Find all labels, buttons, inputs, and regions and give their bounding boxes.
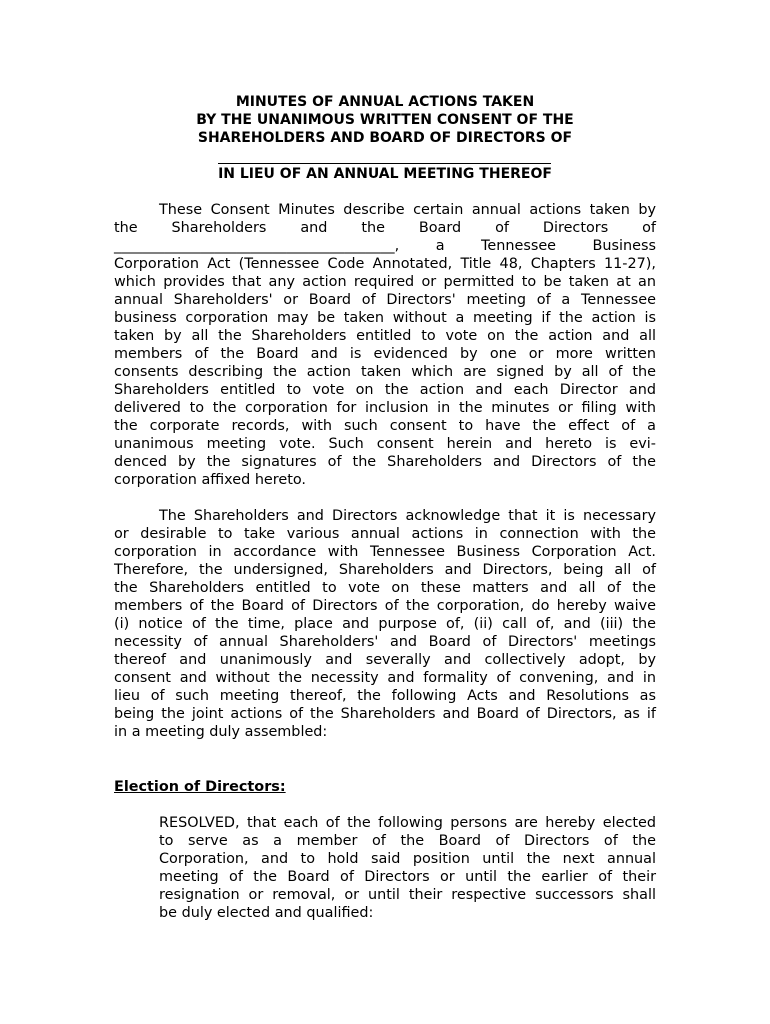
paragraph-line: necessity of annual Shareholders' and Board of Directors' meetings [114, 634, 656, 650]
document-title-line-2: BY THE UNANIMOUS WRITTEN CONSENT OF THE [196, 112, 574, 128]
paragraph-line: corporation affixed hereto. [114, 472, 307, 488]
paragraph-line: _______________________________________, a Tennessee Business [114, 238, 656, 254]
section-heading-election-of-directors: Election of Directors: [114, 779, 286, 795]
paragraph-line: or desirable to take various annual actions in connection with the [114, 526, 656, 542]
paragraph-line: corporation in accordance with Tennessee Business Corporation Act. [114, 544, 656, 560]
paragraph-line: in a meeting duly assembled: [114, 724, 328, 740]
paragraph-line: lieu of such meeting thereof, the following Acts and Resolutions as [114, 688, 656, 704]
consent-paragraph [114, 201, 656, 489]
paragraph-line: to serve as a member of the Board of Directors of the [159, 833, 656, 849]
paragraph-line: taken by all the Shareholders entitled to vote on the action and all [114, 328, 656, 344]
paragraph-line: Shareholders entitled to vote on the action and each Director and [114, 382, 656, 398]
paragraph-line: members of the Board and is evidenced by one or more written [114, 346, 656, 362]
paragraph-line: thereof and unanimously and severally and collectively adopt, by [114, 652, 656, 668]
paragraph-line: delivered to the corporation for inclusion in the minutes or filing with [114, 400, 656, 416]
paragraph-line: Therefore, the undersigned, Shareholders and Directors, being all of [114, 562, 656, 578]
paragraph-line: be duly elected and qualified: [159, 905, 374, 921]
paragraph-line: unanimous meeting vote. Such consent herein and hereto is evi- [114, 436, 656, 452]
company-name-blank [218, 163, 551, 164]
paragraph-line: These Consent Minutes describe certain annual actions taken by [159, 202, 656, 218]
paragraph-line: business corporation may be taken without a meeting if the action is [114, 310, 656, 326]
paragraph-line: consent and without the necessity and formality of convening, and in [114, 670, 656, 686]
paragraph-line: members of the Board of Directors of the corporation, do hereby waive [114, 598, 656, 614]
paragraph-line: meeting of the Board of Directors or until the earlier of their [159, 869, 656, 885]
paragraph-line: annual Shareholders' or Board of Directors' meeting of a Tennessee [114, 292, 656, 308]
paragraph-line: consents describing the action taken which are signed by all of the [114, 364, 656, 380]
document-title-line-3: SHAREHOLDERS AND BOARD OF DIRECTORS OF [197, 130, 573, 146]
paragraph-line: The Shareholders and Directors acknowledge that it is necessary [159, 508, 656, 524]
paragraph-line: Corporation, and to hold said position until the next annual [159, 851, 656, 867]
resolution-paragraph [159, 814, 656, 922]
paragraph-line: RESOLVED, that each of the following persons are hereby elected [159, 815, 656, 831]
paragraph-line: the corporate records, with such consent to have the effect of a [114, 418, 656, 434]
document-subtitle: IN LIEU OF AN ANNUAL MEETING THEREOF [218, 166, 552, 182]
waiver-paragraph [114, 507, 656, 741]
paragraph-line: Corporation Act (Tennessee Code Annotated, Title 48, Chapters 11-27), [114, 256, 656, 272]
paragraph-line: the Shareholders and the Board of Directors of [114, 220, 656, 236]
paragraph-line: denced by the signatures of the Shareholders and Directors of the [114, 454, 656, 470]
paragraph-line: being the joint actions of the Shareholders and Board of Directors, as if [114, 706, 656, 722]
paragraph-line: (i) notice of the time, place and purpose of, (ii) call of, and (iii) the [114, 616, 656, 632]
paragraph-line: which provides that any action required or permitted to be taken at an [114, 274, 656, 290]
paragraph-line: resignation or removal, or until their respective successors shall [159, 887, 656, 903]
paragraph-line: the Shareholders entitled to vote on these matters and all of the [114, 580, 656, 596]
document-title-line-1: MINUTES OF ANNUAL ACTIONS TAKEN [235, 94, 535, 110]
